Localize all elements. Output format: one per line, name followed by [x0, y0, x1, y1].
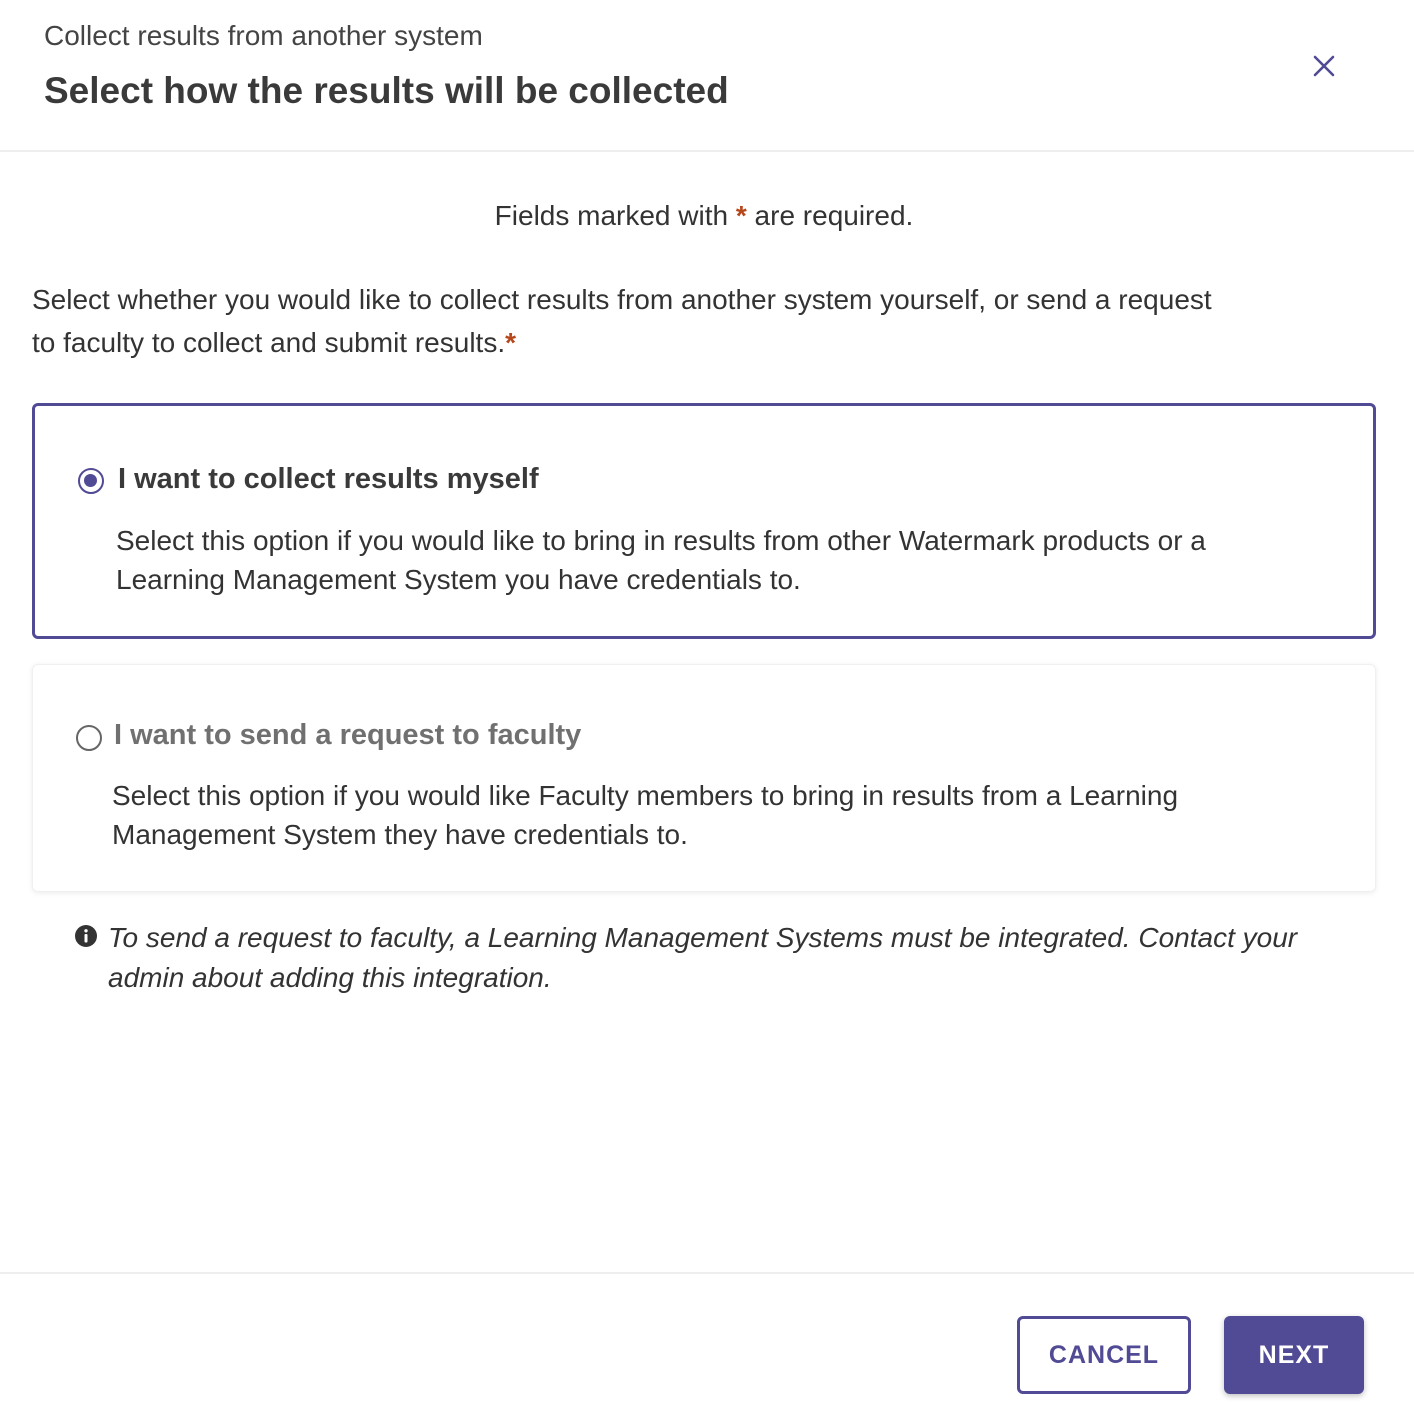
option-request-faculty[interactable] [32, 664, 1376, 892]
modal-eyebrow: Collect results from another system [44, 20, 483, 51]
option-description: Select this option if you would like Faculty members to bring in results from a Learning Management System they have credentials to. [112, 780, 1179, 850]
modal-header [0, 0, 1414, 152]
radio-collect-myself[interactable] [78, 468, 104, 494]
radio-request-faculty[interactable] [76, 725, 102, 751]
option-label: I want to collect results myself [118, 463, 539, 495]
close-button[interactable] [1300, 42, 1348, 90]
modal-title: Select how the results will be collected [44, 70, 729, 111]
required-note-after: are required. [754, 200, 914, 231]
option-collect-myself[interactable] [32, 403, 1376, 639]
next-button[interactable]: NEXT [1224, 1316, 1364, 1394]
required-asterisk: * [505, 327, 517, 358]
info-icon [74, 924, 98, 948]
prompt-text: Select whether you would like to collect results from another system yourself, or send a request to faculty to collect and submit results. [32, 284, 1212, 358]
required-fields-note [0, 196, 1408, 236]
option-description: Select this option if you would like to bring in results from other Watermark products or a Learning Management System you have credentials to. [116, 525, 1206, 595]
modal-footer [0, 1272, 1414, 1428]
required-asterisk: * [735, 200, 747, 231]
selection-prompt [32, 278, 1232, 364]
info-text: To send a request to faculty, a Learning Management Systems must be integrated. Contact your admin about adding this integration. [108, 922, 1298, 993]
required-note-before: Fields marked with [494, 200, 729, 231]
option-label: I want to send a request to faculty [114, 719, 582, 751]
close-icon [1313, 55, 1335, 77]
cancel-button[interactable]: CANCEL [1017, 1316, 1191, 1394]
